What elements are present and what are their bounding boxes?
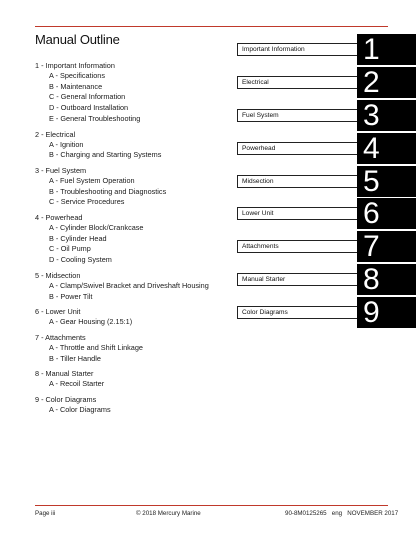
- tab-number: 6: [357, 198, 416, 229]
- section-tab[interactable]: [237, 100, 416, 133]
- header-rule: [35, 26, 388, 27]
- tab-number: 4: [357, 133, 416, 164]
- section-tabs: [237, 34, 416, 330]
- subsection-item: D - Cooling System: [49, 255, 112, 265]
- tab-label: Manual Starter: [237, 273, 357, 286]
- section-title: 1 - Important Information: [35, 61, 115, 70]
- subsection-item: A - Gear Housing (2.15:1): [49, 317, 133, 327]
- subsection-item: A - Color Diagrams: [49, 405, 111, 415]
- subsection-item: B - Maintenance: [49, 81, 103, 91]
- manual-outline-list: [35, 60, 235, 416]
- tab-number: 5: [357, 166, 416, 197]
- section-tab[interactable]: [237, 198, 416, 231]
- section-tab[interactable]: [237, 297, 416, 330]
- subsection-item: C - General Information: [49, 92, 126, 102]
- subsection-item: A - Clamp/Swivel Bracket and Driveshaft Housing: [49, 280, 209, 290]
- subsection-item: A - Ignition: [49, 139, 84, 149]
- subsection-item: A - Fuel System Operation: [49, 175, 135, 185]
- subsection-item: B - Troubleshooting and Diagnostics: [49, 186, 167, 196]
- footer-rule: [35, 505, 388, 506]
- subsection-item: B - Charging and Starting Systems: [49, 150, 162, 160]
- copyright: © 2018 Mercury Marine: [136, 510, 201, 517]
- tab-number: 9: [357, 297, 416, 328]
- tab-number: 1: [357, 34, 416, 65]
- tab-label: Lower Unit: [237, 207, 357, 220]
- tab-label: Attachments: [237, 240, 357, 253]
- subsection-item: E - General Troubleshooting: [49, 113, 141, 123]
- tab-number: 7: [357, 231, 416, 262]
- subsection-item: A - Throttle and Shift Linkage: [49, 342, 143, 352]
- subsection-item: A - Specifications: [49, 71, 105, 80]
- tab-label: Midsection: [237, 175, 357, 188]
- section-title: 8 - Manual Starter: [35, 369, 94, 379]
- section-tab[interactable]: [237, 67, 416, 100]
- section-title: 9 - Color Diagrams: [35, 395, 97, 405]
- section-tab[interactable]: [237, 133, 416, 166]
- subsection-item: B - Tiller Handle: [49, 353, 101, 363]
- tab-number: 3: [357, 100, 416, 131]
- section-title: 5 - Midsection: [35, 270, 81, 280]
- section-title: 7 - Attachments: [35, 332, 86, 342]
- section-title: 2 - Electrical: [35, 129, 76, 139]
- section-tab[interactable]: [237, 264, 416, 297]
- tab-label: Fuel System: [237, 109, 357, 122]
- page-number: Page iii: [35, 510, 56, 517]
- section-tab[interactable]: [237, 34, 416, 67]
- subsection-item: B - Power Tilt: [49, 291, 93, 301]
- subsection-item: D - Outboard Installation: [49, 103, 129, 113]
- tab-label: Color Diagrams: [237, 306, 357, 319]
- section-tab[interactable]: [237, 166, 416, 199]
- document-id: 90-8M0125265 eng NOVEMBER 2017: [285, 510, 399, 517]
- tab-label: Important Information: [237, 43, 357, 56]
- tab-number: 8: [357, 264, 416, 295]
- subsection-item: C - Oil Pump: [49, 244, 91, 254]
- page-title: Manual Outline: [35, 32, 120, 47]
- subsection-item: A - Recoil Starter: [49, 379, 105, 389]
- section-title: 3 - Fuel System: [35, 165, 87, 175]
- tab-label: Electrical: [237, 76, 357, 89]
- section-tab[interactable]: [237, 231, 416, 264]
- tab-label: Powerhead: [237, 142, 357, 155]
- subsection-item: C - Service Procedures: [49, 197, 125, 207]
- subsection-item: B - Cylinder Head: [49, 233, 107, 243]
- section-title: 4 - Powerhead: [35, 213, 83, 223]
- section-title: 6 - Lower Unit: [35, 307, 81, 317]
- tab-number: 2: [357, 67, 416, 98]
- subsection-item: A - Cylinder Block/Crankcase: [49, 223, 144, 233]
